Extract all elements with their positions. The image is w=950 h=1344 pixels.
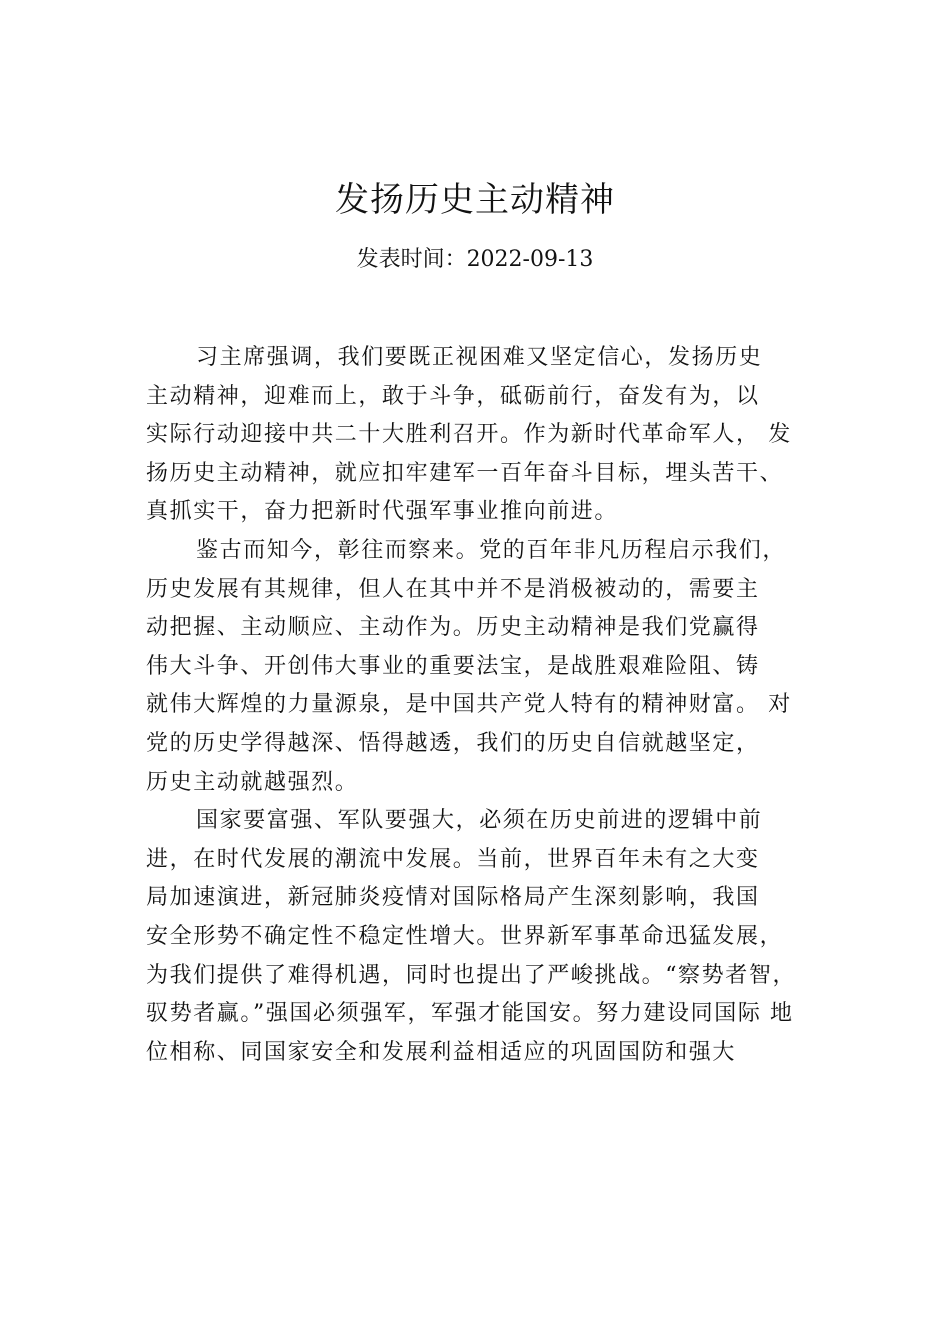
text-line: 真抓实干，奋力把新时代强军事业推向前进。: [146, 499, 619, 525]
text-line: 历史发展有其规律，但人在其中并不是消极被动的，需要主: [146, 576, 760, 602]
text-line: 历史主动就越强烈。: [146, 769, 359, 795]
paragraph-2: [146, 532, 846, 802]
text-line: 伟大斗争、开创伟大事业的重要法宝，是战胜艰难险阻、铸: [146, 653, 760, 679]
text-line: 鉴古而知今，彰往而察来。党的百年非凡历程启示我们，: [196, 537, 787, 563]
text-line: 主动精神，迎难而上，敢于斗争，砥砺前行，奋发有为，以: [146, 383, 760, 409]
publish-date: 发表时间：2022-09-13: [356, 247, 594, 272]
text-line: 位相称、同国家安全和发展利益相适应的巩固国防和强大: [146, 1039, 737, 1065]
text-line: 驭势者赢。”强国必须强军，军强才能国安。努力建设同国际 地: [146, 1001, 794, 1027]
article-body: [146, 339, 846, 1072]
text-line: 国家要富强、军队要强大，必须在历史前进的逻辑中前: [196, 808, 763, 834]
text-line: 党的历史学得越深、悟得越透，我们的历史自信就越坚定，: [146, 730, 760, 756]
text-line: 习主席强调，我们要既正视困难又坚定信心，发扬历史: [196, 345, 763, 370]
document-title: 发扬历史主动精神: [335, 180, 615, 220]
text-line: 为我们提供了难得机遇，同时也提出了严峻挑战。“察势者智，: [146, 962, 797, 988]
text-line: 扬历史主动精神，就应扣牢建军一百年奋斗目标，埋头苦干、: [146, 460, 784, 486]
text-line: 动把握、主动顺应、主动作为。历史主动精神是我们党赢得: [146, 615, 760, 641]
paragraph-1: [146, 339, 846, 532]
paragraph-3: [146, 802, 846, 1072]
text-line: 进，在时代发展的潮流中发展。当前，世界百年未有之大变: [146, 846, 760, 872]
text-line: 安全形势不确定性不稳定性增大。世界新军事革命迅猛发展，: [146, 923, 784, 949]
text-line: 局加速演进，新冠肺炎疫情对国际格局产生深刻影响，我国: [146, 885, 760, 911]
text-line: 就伟大辉煌的力量源泉，是中国共产党人特有的精神财富。 对: [146, 692, 792, 718]
text-line: 实际行动迎接中共二十大胜利召开。作为新时代革命军人， 发: [146, 422, 792, 448]
